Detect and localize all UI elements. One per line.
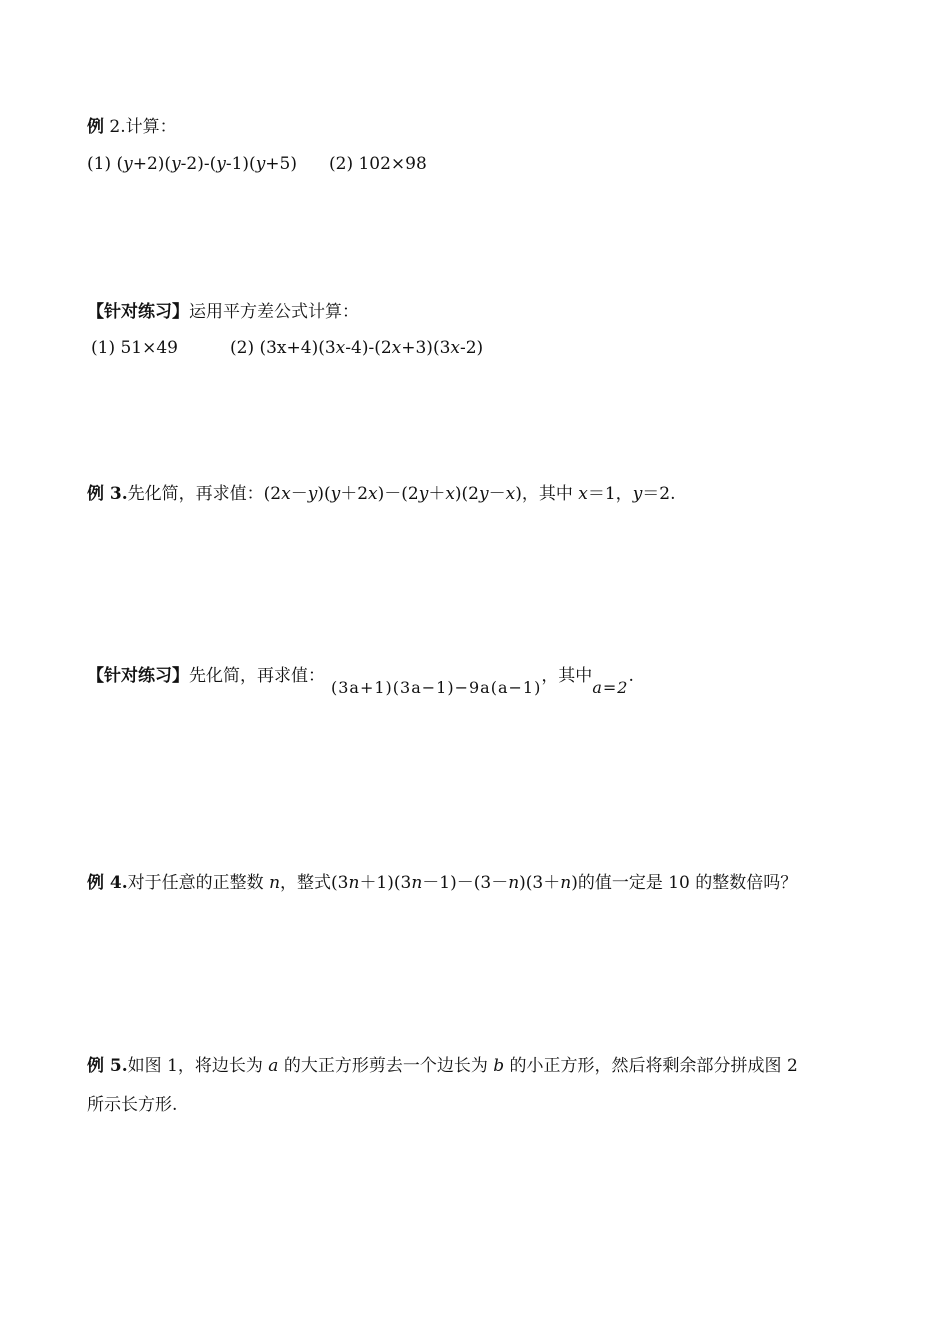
problem-text: －1)－(3－ bbox=[422, 873, 509, 893]
variable: y bbox=[330, 484, 341, 504]
problem-text: -1)( bbox=[225, 154, 256, 174]
problem-text: ＝2. bbox=[642, 484, 676, 504]
variable: n bbox=[348, 873, 360, 893]
problem-text: ，整式(3 bbox=[280, 873, 349, 893]
problem-text: － bbox=[290, 484, 308, 504]
problem-text: 的小正方形，然后将剩余部分拼成图 2 bbox=[504, 1056, 798, 1076]
example-3-label: 例 3. bbox=[87, 484, 128, 504]
problem-text: )( bbox=[317, 484, 331, 504]
variable: b bbox=[493, 1056, 505, 1076]
variable: y bbox=[171, 154, 181, 174]
practice-2-label: 【针对练习】 bbox=[87, 666, 189, 686]
example-5-line-1 bbox=[87, 1055, 798, 1077]
problem-text: )的值一定是 10 的整数倍吗？ bbox=[571, 873, 798, 893]
example-2-title bbox=[87, 116, 177, 138]
variable: y bbox=[418, 484, 429, 504]
practice-1-title bbox=[87, 301, 359, 323]
practice-2-text: 先化简，再求值： bbox=[189, 666, 325, 686]
problem-text: 如图 1，将边长为 bbox=[127, 1056, 269, 1076]
problem-text: )(3＋ bbox=[519, 873, 561, 893]
variable: x bbox=[445, 484, 455, 504]
problem-text: (1) ( bbox=[87, 154, 124, 174]
problem-text: ＝1， bbox=[587, 484, 633, 504]
practice-1-text: 运用平方差公式计算： bbox=[189, 302, 359, 322]
variable: x bbox=[281, 484, 291, 504]
problem-text: -2) bbox=[459, 338, 484, 358]
variable: x bbox=[505, 484, 516, 504]
problem-text: )，其中 bbox=[515, 484, 579, 504]
example-2-problems bbox=[87, 153, 427, 175]
problem-text: +5) bbox=[265, 154, 297, 174]
variable: y bbox=[123, 154, 133, 174]
problem-text: － bbox=[488, 484, 506, 504]
variable: x bbox=[335, 338, 346, 358]
practice-1-problems bbox=[91, 337, 483, 359]
problem-text: ＋ bbox=[428, 484, 446, 504]
example-5-line-2 bbox=[87, 1094, 177, 1116]
problem-text: 的大正方形剪去一个边长为 bbox=[278, 1056, 494, 1076]
problem-text: -4)-(2 bbox=[345, 338, 392, 358]
variable: n bbox=[560, 873, 572, 893]
variable: y bbox=[479, 484, 489, 504]
problem-text: +2)( bbox=[132, 154, 172, 174]
problem-text: 对于任意的正整数 bbox=[127, 873, 270, 893]
variable: x bbox=[368, 484, 378, 504]
example-4-label: 例 4. bbox=[87, 873, 128, 893]
example-2-part-2: (2) 102×98 bbox=[329, 154, 427, 174]
practice-2-formula: (3a+1)(3a−1)−9a(a−1) bbox=[331, 678, 542, 697]
problem-text: )(2 bbox=[454, 484, 480, 504]
variable: x bbox=[391, 338, 402, 358]
problem-text: 先化简，再求值：(2 bbox=[127, 484, 282, 504]
variable: a bbox=[268, 1056, 279, 1076]
practice-2 bbox=[87, 665, 634, 697]
practice-1-part-1: (1) 51×49 bbox=[91, 338, 178, 358]
variable: x bbox=[450, 338, 460, 358]
example-2-title-text: 2.计算： bbox=[104, 117, 177, 137]
problem-text: (2) (3x+4)(3 bbox=[230, 338, 336, 358]
variable: y bbox=[216, 154, 226, 174]
problem-text: ＋2 bbox=[340, 484, 369, 504]
practice-2-condition: a=2 bbox=[592, 678, 629, 697]
variable: y bbox=[307, 484, 318, 504]
practice-2-comma: ，其中 bbox=[541, 666, 593, 686]
example-2-label: 例 bbox=[87, 117, 104, 137]
variable: x bbox=[578, 484, 588, 504]
problem-text: )－(2 bbox=[377, 484, 419, 504]
example-3 bbox=[87, 483, 676, 505]
variable: y bbox=[255, 154, 266, 174]
example-5-continuation: 所示长方形. bbox=[87, 1095, 178, 1115]
practice-2-end: . bbox=[628, 666, 634, 686]
problem-text: ＋1)(3 bbox=[359, 873, 412, 893]
variable: y bbox=[632, 484, 643, 504]
variable: n bbox=[269, 873, 281, 893]
problem-text: +3)(3 bbox=[401, 338, 451, 358]
variable: n bbox=[508, 873, 520, 893]
variable: n bbox=[411, 873, 423, 893]
example-4 bbox=[87, 872, 797, 894]
problem-text: -2)-( bbox=[180, 154, 217, 174]
practice-1-label: 【针对练习】 bbox=[87, 302, 189, 322]
example-5-label: 例 5. bbox=[87, 1056, 128, 1076]
